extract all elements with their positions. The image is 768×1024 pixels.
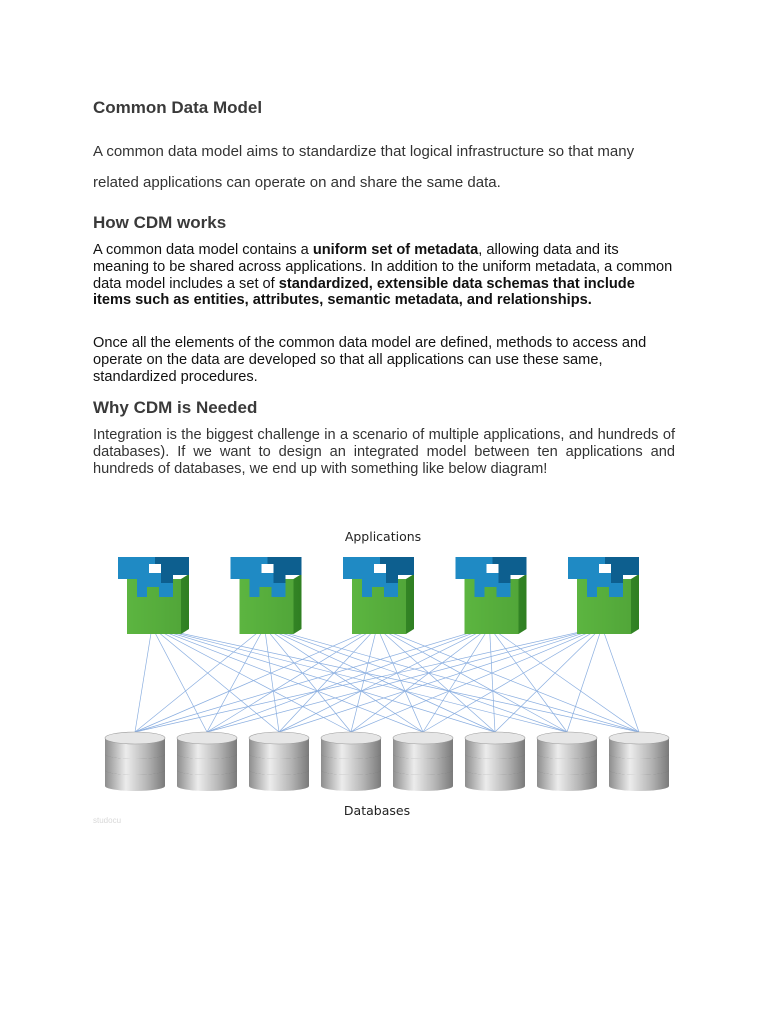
how-p1-text-1: A common data model contains a — [93, 242, 313, 258]
connection-line — [152, 627, 495, 732]
db-segment-bottom — [465, 781, 525, 791]
how-cdm-works-heading: How CDM works — [93, 213, 227, 232]
db-segment-bottom — [321, 765, 381, 775]
connection-line — [495, 627, 602, 732]
databases-row — [105, 732, 669, 791]
how-p1-bold-1: uniform set of metadata — [312, 242, 479, 258]
database-icon — [105, 732, 165, 791]
database-icon — [465, 732, 525, 791]
connection-line — [135, 627, 265, 732]
application-icon — [118, 557, 189, 634]
connection-line — [265, 627, 496, 732]
connection-line — [602, 627, 639, 732]
db-segment-bottom — [393, 765, 453, 775]
db-top — [465, 732, 525, 744]
why-cdm-needed-heading: Why CDM is Needed — [93, 398, 258, 417]
db-segment-bottom — [249, 749, 309, 759]
db-top — [105, 732, 165, 744]
db-segment-bottom — [249, 765, 309, 775]
intro-line-2: related applications can operate on and share the same data. — [93, 174, 501, 191]
db-segment-bottom — [177, 749, 237, 759]
connection-line — [135, 627, 152, 732]
applications-row — [118, 557, 639, 634]
applications-label: Applications — [344, 529, 422, 544]
db-segment-bottom — [105, 749, 165, 759]
db-top — [393, 732, 453, 744]
connection-line — [351, 627, 377, 732]
application-icon — [231, 557, 302, 634]
db-top — [537, 732, 597, 744]
db-segment-bottom — [609, 749, 669, 759]
db-segment-bottom — [393, 781, 453, 791]
db-segment-bottom — [537, 765, 597, 775]
db-segment-bottom — [537, 781, 597, 791]
database-icon — [537, 732, 597, 791]
connection-line — [152, 627, 207, 732]
database-icon — [249, 732, 309, 791]
connection-line — [351, 627, 490, 732]
why-cdm-paragraph: Integration is the biggest challenge in a scenario of multiple applications, and hundreds of databases). If we want to design an integrated model between ten applications and hundreds of databases, we end up with something like below diagram! — [93, 427, 675, 477]
connection-line — [152, 627, 639, 732]
connection-line — [152, 627, 423, 732]
database-icon — [321, 732, 381, 791]
connection-line — [423, 627, 490, 732]
connection-line — [207, 627, 490, 732]
integration-diagram — [100, 520, 670, 820]
connection-line — [279, 627, 602, 732]
db-top — [321, 732, 381, 744]
database-icon — [609, 732, 669, 791]
how-cdm-paragraph-1 — [93, 242, 675, 309]
page-title: Common Data Model — [93, 98, 263, 117]
db-top — [177, 732, 237, 744]
db-segment-bottom — [105, 765, 165, 775]
db-segment-bottom — [537, 749, 597, 759]
application-icon — [456, 557, 527, 634]
connection-lines — [135, 627, 639, 732]
connection-line — [490, 627, 496, 732]
application-icon — [568, 557, 639, 634]
connection-line — [207, 627, 602, 732]
database-icon — [393, 732, 453, 791]
db-segment-bottom — [609, 781, 669, 791]
how-cdm-paragraph-2: Once all the elements of the common data model are defined, methods to access and operate on the data are developed so that all applications can use these same, standardized procedures. — [93, 335, 647, 385]
watermark-text: studocu — [93, 816, 122, 825]
db-segment-bottom — [177, 765, 237, 775]
database-icon — [177, 732, 237, 791]
connection-line — [567, 627, 602, 732]
db-top — [609, 732, 669, 744]
db-segment-bottom — [393, 749, 453, 759]
db-segment-bottom — [321, 749, 381, 759]
connection-line — [135, 627, 602, 732]
connection-line — [490, 627, 568, 732]
db-segment-bottom — [465, 749, 525, 759]
databases-label: Databases — [343, 803, 411, 818]
how-p1-bold-2: standardized, extensible data schemas that include items such as entities, attributes, semantic metadata, and relationships. — [93, 275, 635, 309]
connection-line — [152, 627, 567, 732]
how-p1-text-2: , allowing data and its meaning to be shared across applications. In addition to the uniform metadata, a common data model includes a set of — [93, 242, 673, 292]
db-segment-bottom — [321, 781, 381, 791]
intro-line-1: A common data model aims to standardize that logical infrastructure so that many — [93, 143, 635, 160]
connection-line — [207, 627, 377, 732]
db-segment-bottom — [105, 781, 165, 791]
connection-line — [265, 627, 352, 732]
db-top — [249, 732, 309, 744]
db-segment-bottom — [609, 765, 669, 775]
application-icon — [343, 557, 414, 634]
db-segment-bottom — [177, 781, 237, 791]
db-segment-bottom — [249, 781, 309, 791]
db-segment-bottom — [465, 765, 525, 775]
